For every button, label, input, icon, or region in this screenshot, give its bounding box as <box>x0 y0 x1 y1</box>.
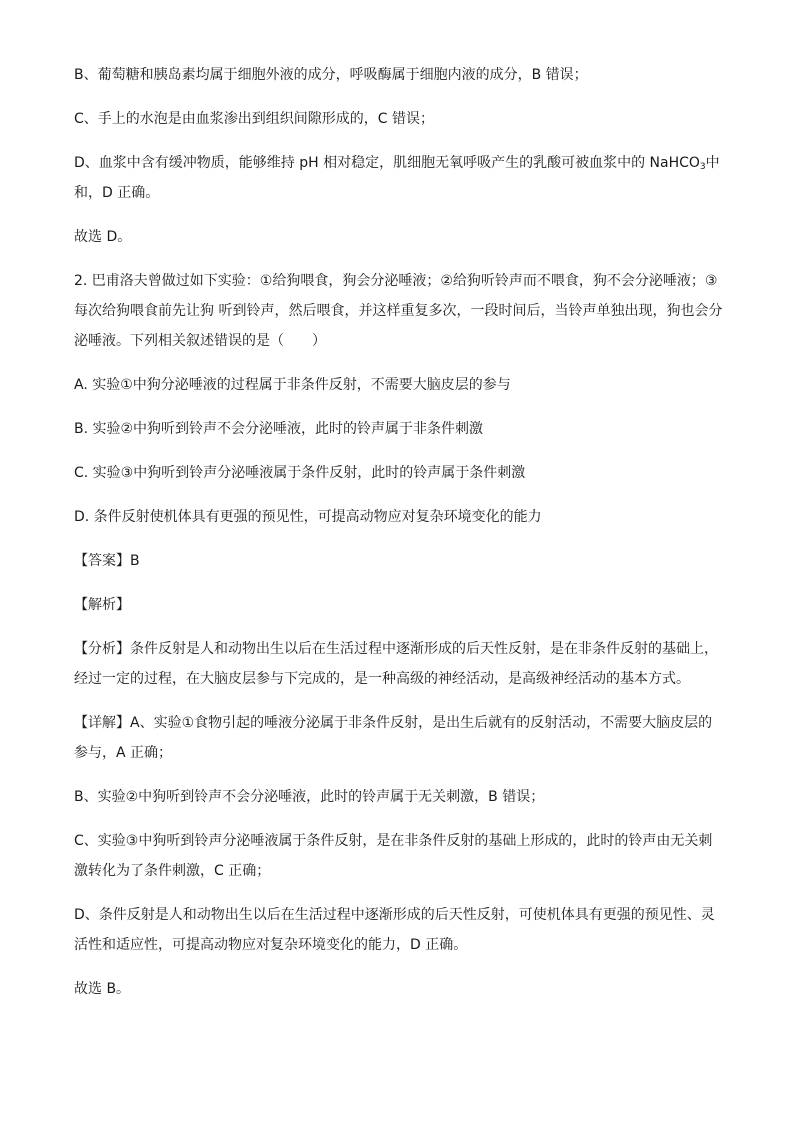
text-line: C. 实验③中狗听到铃声分泌唾液属于条件反射，此时的铃声属于条件刺激 <box>74 465 526 481</box>
prev-option-d-analysis <box>74 148 724 208</box>
text-line <box>74 148 724 178</box>
text-line: 【解析】 <box>74 597 130 613</box>
xiangjie-c <box>74 826 724 886</box>
text-line: 激转化为了条件刺激，C 正确； <box>74 863 271 879</box>
text-fragment: 条件反射是人和动物出生以后在生活过程中逐渐形成的后天性反射，是在非条件反射的基础上， <box>130 641 718 657</box>
prev-option-c-analysis <box>74 104 724 134</box>
question-stem <box>74 266 724 356</box>
text-line: C、实验③中狗听到铃声分泌唾液属于条件反射，是在非条件反射的基础上形成的，此时的铃声由无关刺 <box>74 833 713 849</box>
option-d <box>74 502 724 532</box>
answer-label: 【答案】 <box>74 553 130 569</box>
page-content <box>74 60 724 1004</box>
text-line <box>74 546 724 576</box>
text-fragment: D、血浆中含有缓冲物质，能够维持 pH 相对稳定，肌细胞无氧呼吸产生的乳酸可被血浆中的 NaHCO <box>74 155 700 171</box>
xiangjie-b <box>74 782 724 812</box>
text-line: 经过一定的过程，在大脑皮层参与下完成的，是一种高级的神经活动，是高级神经活动的基本方式。 <box>74 671 690 687</box>
prev-conclusion <box>74 222 724 252</box>
prev-option-b-analysis <box>74 60 724 90</box>
option-b <box>74 414 724 444</box>
text-line: 活性和适应性，可提高动物应对复杂环境变化的能力，D 正确。 <box>74 937 468 953</box>
text-fragment: 中 <box>705 155 720 171</box>
text-line: C、手上的水泡是由血浆渗出到组织间隙形成的，C 错误； <box>74 111 434 127</box>
text-line: 故选 B。 <box>74 981 131 997</box>
xiangjie-a <box>74 708 724 768</box>
text-line: B. 实验②中狗听到铃声不会分泌唾液，此时的铃声属于非条件刺激 <box>74 421 484 437</box>
text-line: 和，D 正确。 <box>74 185 160 201</box>
text-line: 2. 巴甫洛夫曾做过如下实验：①给狗喂食，狗会分泌唾液；②给狗听铃声而不喂食，狗不会分泌唾液；③ <box>74 273 718 289</box>
xiangjie-label: 【详解】 <box>74 715 130 731</box>
xiangjie-d <box>74 900 724 960</box>
text-line: 泌唾液。下列相关叙述错误的是（ ） <box>74 333 326 349</box>
answer <box>74 546 724 576</box>
analysis-heading <box>74 590 724 620</box>
answer-value: B <box>130 553 140 569</box>
text-line: 故选 D。 <box>74 229 132 245</box>
text-line <box>74 634 724 664</box>
text-line: B、实验②中狗听到铃声不会分泌唾液，此时的铃声属于无关刺激，B 错误； <box>74 789 545 805</box>
text-line: D、条件反射是人和动物出生以后在生活过程中逐渐形成的后天性反射，可使机体具有更强的预见性、灵 <box>74 907 715 923</box>
fenxi-label: 【分析】 <box>74 641 130 657</box>
text-line <box>74 708 724 738</box>
text-fragment: A、实验①食物引起的唾液分泌属于非条件反射，是出生后就有的反射活动，不需要大脑皮层的 <box>130 715 713 731</box>
text-line: 参与，A 正确； <box>74 745 173 761</box>
fenxi-section <box>74 634 724 694</box>
text-line: 每次给狗喂食前先让狗 听到铃声，然后喂食，并这样重复多次，一段时间后，当铃声单独出现，狗也会分 <box>74 303 723 319</box>
text-line: D. 条件反射使机体具有更强的预见性，可提高动物应对复杂环境变化的能力 <box>74 509 542 525</box>
option-c <box>74 458 724 488</box>
option-a <box>74 370 724 400</box>
text-line: A. 实验①中狗分泌唾液的过程属于非条件反射，不需要大脑皮层的参与 <box>74 377 511 393</box>
subscript: 3 <box>699 162 706 172</box>
text-line: B、葡萄糖和胰岛素均属于细胞外液的成分，呼吸酶属于细胞内液的成分，B 错误； <box>74 67 588 83</box>
final-conclusion <box>74 974 724 1004</box>
